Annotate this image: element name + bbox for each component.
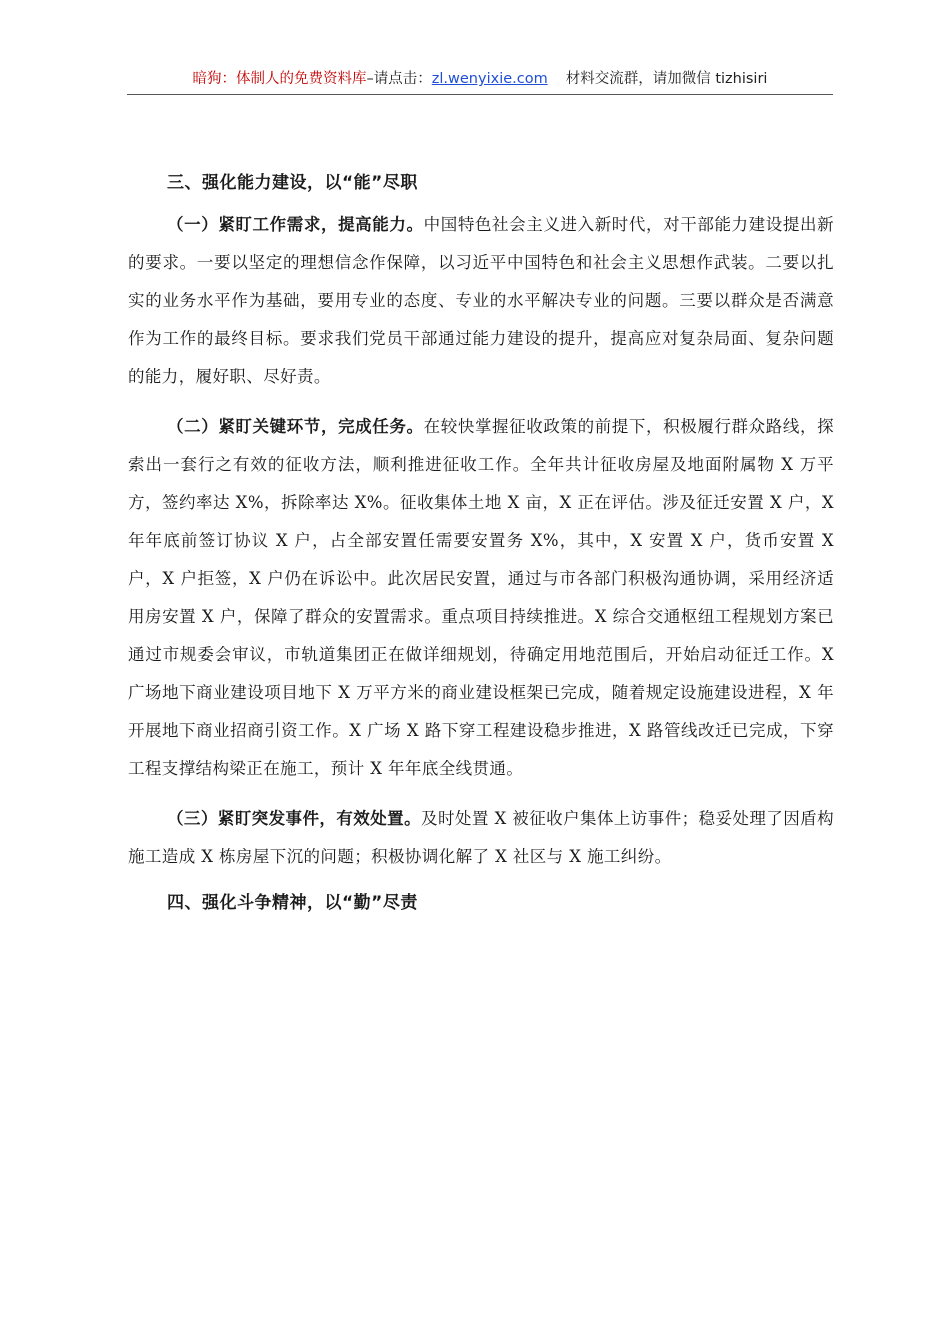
header-prompt: –请点击：	[366, 71, 432, 87]
paragraph-lead: （三）紧盯突发事件，有效处置。	[167, 809, 422, 828]
page-header	[127, 68, 833, 95]
paragraph	[128, 206, 834, 396]
section-heading: 三、强化能力建设，以“能”尽职	[167, 173, 418, 193]
paragraph-body: 中国特色社会主义进入新时代，对干部能力建设提出新的要求。一要以坚定的理想信念作保障，以习近平中国特色和社会主义思想作武装。二要以扎实的业务水平作为基础，要用专业的态度、专业的水平解决专业的问题。三要以群众是否满意作为工作的最终目标。要求我们党员干部通过能力建设的提升，提高应对复杂局面、复杂问题的能力，履好职、尽好责。	[128, 215, 835, 386]
header-brand: 暗狗：体制人的免费资料库	[192, 71, 367, 87]
header-link[interactable]: zl.wenyixie.com	[431, 71, 548, 87]
header-contact: 材料交流群，请加微信 tizhisiri	[565, 71, 768, 87]
paragraph	[128, 800, 834, 876]
paragraph-body: 在较快掌握征收政策的前提下，积极履行群众路线，探索出一套行之有效的征收方法，顺利推进征收工作。全年共计征收房屋及地面附属物 X 万平方，签约率达 X%，拆除率达 X%。征收集体土地 X 亩，X 正在评估。涉及征迁安置 X 户，X 年年底前签订协议 X 户，占全部安置任需要安置务 X%，其中，X 安置 X 户，货币安置 X 户，X 户拒签，X 户仍在诉讼中。此次居民安置，通过与市各部门积极沟通协调，采用经济适用房安置 X 户，保障了群众的安置需求。重点项目持续推进。X 综合交通枢纽工程规划方案已通过市规委会审议，市轨道集团正在做详细规划，待确定用地范围后，开始启动征迁工作。X 广场地下商业建设项目地下 X 万平方米的商业建设框架已完成，随着规定设施建设进程，X 年开展地下商业招商引资工作。X 广场 X 路下穿工程建设稳步推进，X 路管线改迁已完成，下穿工程支撑结构梁正在施工，预计 X 年年底全线贯通。	[128, 417, 835, 778]
paragraph-body: 及时处置 X 被征收户集体上访事件；稳妥处理了因盾构施工造成 X 栋房屋下沉的问题；积极协调化解了 X 社区与 X 施工纠纷。	[128, 809, 835, 866]
paragraph-lead: （一）紧盯工作需求，提高能力。	[167, 215, 424, 234]
document-body	[128, 168, 834, 918]
paragraph	[128, 408, 834, 788]
paragraph-lead: （二）紧盯关键环节，完成任务。	[167, 417, 424, 436]
section-heading: 四、强化斗争精神，以“勤”尽责	[167, 893, 418, 913]
